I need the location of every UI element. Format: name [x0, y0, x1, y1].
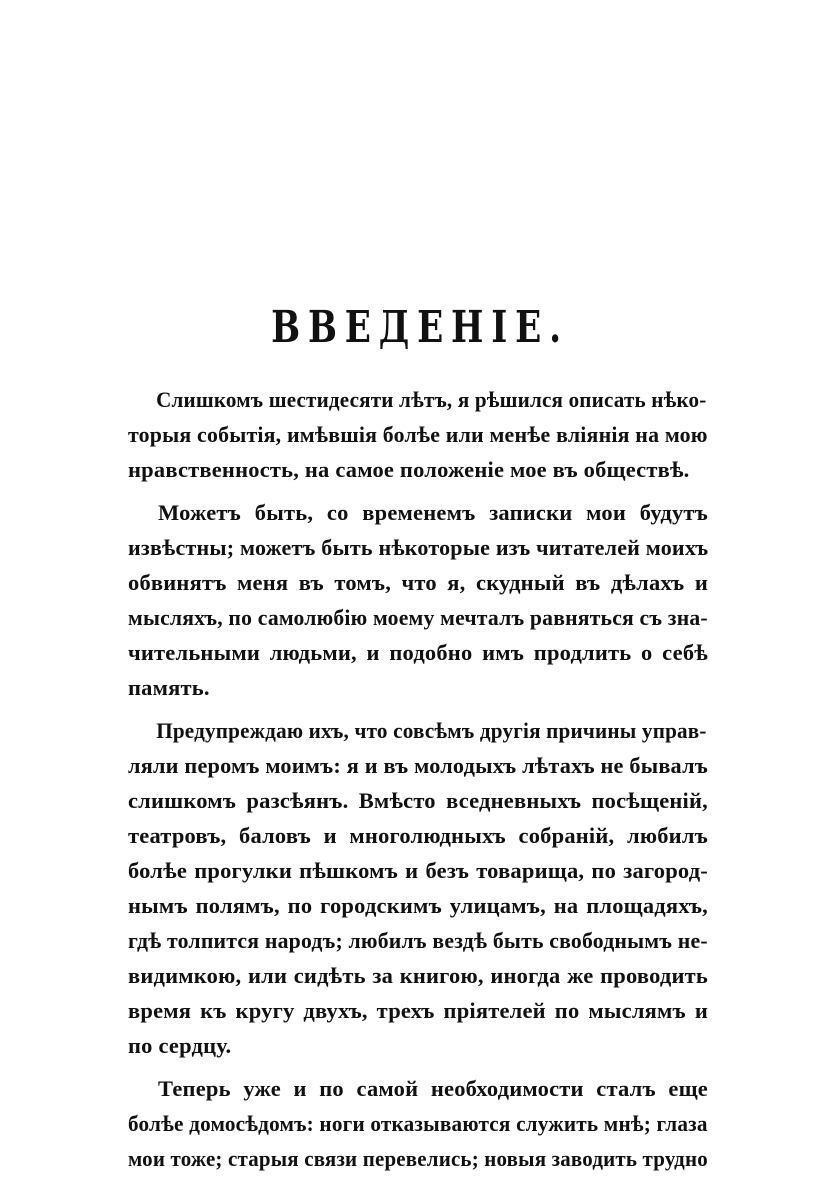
text-line: время къ кругу двухъ, трехъ пріятелей по мыслямъ и	[128, 998, 708, 1023]
text-line: болѣе прогулки пѣшкомъ и безъ товарища, по загород-	[128, 858, 708, 883]
text-line: чительными людьми, и подобно имъ продлить о себѣ	[128, 640, 708, 665]
text-line: нымъ полямъ, по городскимъ улицамъ, на площадяхъ,	[128, 893, 708, 918]
text-line: мысляхъ, по самолюбію моему мечталъ равняться съ зна-	[128, 605, 708, 630]
body-text	[128, 382, 708, 1176]
text-line: болѣе домосѣдомъ: ноги отказываются служить мнѣ; глаза	[128, 1111, 708, 1136]
text-line: мои тоже; старыя связи перевелись; новыя заводить трудно	[128, 1146, 708, 1171]
text-line: Предупреждаю ихъ, что совсѣмъ другія причины управ-	[156, 718, 707, 743]
text-line: видимкою, или сидѣть за книгою, иногда же проводить	[128, 963, 708, 988]
text-line: Можетъ быть, со временемъ записки мои будутъ	[158, 500, 708, 525]
text-line: нравственность, на самое положеніе мое въ обществѣ.	[128, 457, 690, 482]
text-line: обвинятъ меня въ томъ, что я, скудный въ дѣлахъ и	[128, 570, 708, 595]
text-line: слишкомъ разсѣянъ. Вмѣсто вседневныхъ посѣщеній,	[128, 788, 708, 813]
text-line: Теперь уже и по самой необходимости сталъ еще	[158, 1076, 708, 1101]
chapter-title: ВВЕДЕНІЕ.	[271, 302, 569, 353]
text-line: по сердцу.	[128, 1033, 232, 1058]
text-line: извѣстны; можетъ быть нѣкоторые изъ читателей моихъ	[128, 535, 709, 560]
text-line: память.	[128, 675, 210, 700]
text-line: театровъ, баловъ и многолюдныхъ собраній, любилъ	[128, 823, 708, 848]
text-line: ляли перомъ моимъ: я и въ молодыхъ лѣтахъ не бывалъ	[128, 753, 708, 778]
paragraph	[128, 1071, 708, 1176]
text-line: гдѣ толпится народъ; любилъ вездѣ быть свободнымъ не-	[128, 928, 708, 953]
paragraph	[128, 713, 708, 1063]
paragraph	[128, 382, 708, 487]
text-line: Слишкомъ шестидесяти лѣтъ, я рѣшился описать нѣко-	[156, 387, 707, 412]
paragraph	[128, 495, 708, 705]
text-line: торыя событія, имѣвшія болѣе или менѣе вліянія на мою	[128, 422, 708, 447]
